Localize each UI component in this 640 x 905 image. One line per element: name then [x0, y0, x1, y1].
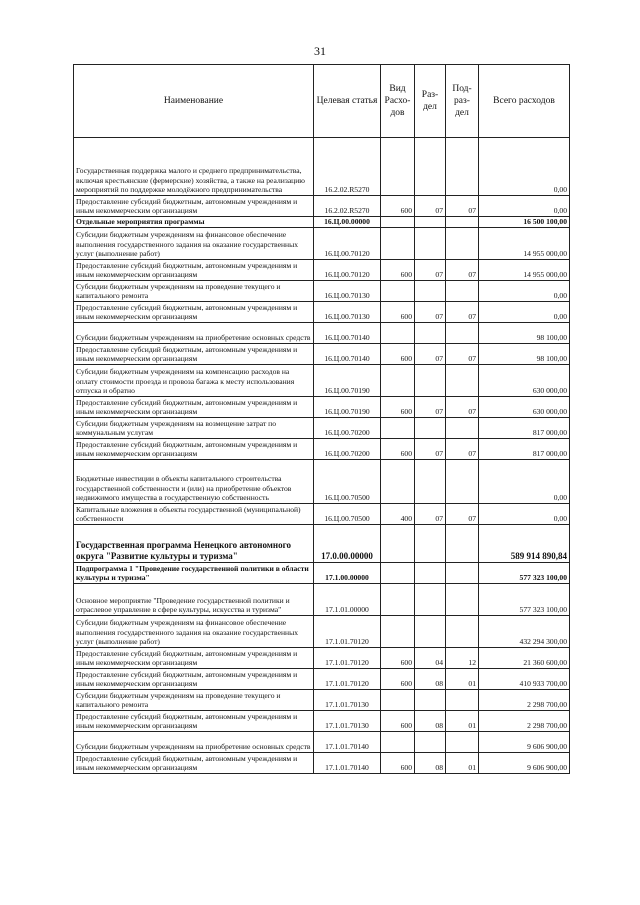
row-total-cell: 2 298 700,00 — [479, 711, 570, 732]
row-name-cell: Субсидии бюджетным учреждениям на финансовое обеспечение выполнения государственного задания на оказание государственных услуг (выполнение работ) — [74, 228, 314, 260]
table-row — [74, 323, 570, 344]
row-vid-cell — [381, 584, 415, 616]
row-total-cell: 0,00 — [479, 138, 570, 196]
row-podrazdel-cell: 07 — [446, 397, 479, 418]
row-code-cell: 17.1.01.00000 — [314, 584, 381, 616]
row-total-cell: 2 298 700,00 — [479, 690, 570, 711]
table-row — [74, 439, 570, 460]
row-code-cell: 17.1.01.70140 — [314, 753, 381, 774]
row-podrazdel-cell: 07 — [446, 504, 479, 525]
table-row — [74, 344, 570, 365]
row-razdel-cell: 07 — [415, 439, 446, 460]
row-total-cell: 817 000,00 — [479, 439, 570, 460]
row-vid-cell: 600 — [381, 648, 415, 669]
row-name-cell: Предоставление субсидий бюджетным, автономным учреждениям и иным некоммерческим организациям — [74, 753, 314, 774]
row-name-cell: Предоставление субсидий бюджетным, автономным учреждениям и иным некоммерческим организациям — [74, 302, 314, 323]
row-razdel-cell — [415, 584, 446, 616]
table-row — [74, 732, 570, 753]
row-total-cell: 98 100,00 — [479, 323, 570, 344]
row-total-cell: 14 955 000,00 — [479, 228, 570, 260]
table-row — [74, 525, 570, 563]
row-razdel-cell — [415, 563, 446, 584]
row-podrazdel-cell: 01 — [446, 711, 479, 732]
row-code-cell: 16.2.02.R5270 — [314, 138, 381, 196]
row-code-cell: 16.Ц.00.70200 — [314, 418, 381, 439]
row-total-cell: 21 360 600,00 — [479, 648, 570, 669]
table-row — [74, 281, 570, 302]
table-row — [74, 302, 570, 323]
row-vid-cell — [381, 732, 415, 753]
row-code-cell: 17.0.00.00000 — [314, 525, 381, 563]
row-code-cell: 17.1.01.70120 — [314, 669, 381, 690]
row-podrazdel-cell — [446, 323, 479, 344]
row-name-cell: Субсидии бюджетным учреждениям на проведение текущего и капитального ремонта — [74, 690, 314, 711]
row-podrazdel-cell: 07 — [446, 260, 479, 281]
row-name-cell: Государственная программа Ненецкого автономного округа "Развитие культуры и туризма" — [74, 525, 314, 563]
row-name-cell: Бюджетные инвестиции в объекты капитального строительства государственной собственности и (или) на приобретение объектов недвижимого имущества в государственную собственность — [74, 460, 314, 504]
row-razdel-cell — [415, 138, 446, 196]
row-code-cell: 17.1.01.70120 — [314, 648, 381, 669]
budget-table — [73, 64, 570, 774]
row-razdel-cell — [415, 365, 446, 397]
row-name-cell: Субсидии бюджетным учреждениям на компенсацию расходов на оплату стоимости проезда и провоза багажа к месту использования отпуска и обратно — [74, 365, 314, 397]
row-podrazdel-cell: 01 — [446, 669, 479, 690]
table-row — [74, 138, 570, 196]
row-total-cell: 9 606 900,00 — [479, 753, 570, 774]
row-name-cell: Основное мероприятие "Проведение государственной политики и отраслевое управление в сфере культуры, искусства и туризма" — [74, 584, 314, 616]
row-razdel-cell: 07 — [415, 344, 446, 365]
row-vid-cell — [381, 138, 415, 196]
row-vid-cell — [381, 228, 415, 260]
header-name: Наименование — [74, 65, 314, 138]
row-code-cell: 16.Ц.00.70190 — [314, 397, 381, 418]
row-vid-cell: 600 — [381, 302, 415, 323]
row-podrazdel-cell: 07 — [446, 302, 479, 323]
row-razdel-cell: 07 — [415, 260, 446, 281]
row-total-cell: 630 000,00 — [479, 397, 570, 418]
row-vid-cell: 600 — [381, 439, 415, 460]
row-code-cell: 16.Ц.00.70500 — [314, 460, 381, 504]
row-razdel-cell: 08 — [415, 753, 446, 774]
header-code: Целевая статья — [314, 65, 381, 138]
row-vid-cell — [381, 563, 415, 584]
row-vid-cell — [381, 616, 415, 648]
row-razdel-cell — [415, 732, 446, 753]
row-total-cell: 577 323 100,00 — [479, 563, 570, 584]
row-vid-cell: 600 — [381, 669, 415, 690]
table-row — [74, 690, 570, 711]
row-name-cell: Предоставление субсидий бюджетным, автономным учреждениям и иным некоммерческим организациям — [74, 344, 314, 365]
row-code-cell: 16.Ц.00.70200 — [314, 439, 381, 460]
header-razdel: Раз-дел — [415, 65, 446, 138]
table-header — [74, 65, 570, 138]
row-podrazdel-cell — [446, 460, 479, 504]
row-podrazdel-cell: 07 — [446, 439, 479, 460]
row-vid-cell: 400 — [381, 504, 415, 525]
row-code-cell: 17.1.01.70130 — [314, 690, 381, 711]
row-name-cell: Субсидии бюджетным учреждениям на финансовое обеспечение выполнения государственного задания на оказание государственных услуг (выполнение работ) — [74, 616, 314, 648]
row-name-cell: Предоставление субсидий бюджетным, автономным учреждениям и иным некоммерческим организациям — [74, 648, 314, 669]
row-razdel-cell: 07 — [415, 196, 446, 217]
row-name-cell: Субсидии бюджетным учреждениям на проведение текущего и капитального ремонта — [74, 281, 314, 302]
row-razdel-cell — [415, 228, 446, 260]
row-total-cell: 630 000,00 — [479, 365, 570, 397]
row-razdel-cell — [415, 690, 446, 711]
row-total-cell: 98 100,00 — [479, 344, 570, 365]
row-vid-cell — [381, 418, 415, 439]
row-razdel-cell: 04 — [415, 648, 446, 669]
row-podrazdel-cell — [446, 563, 479, 584]
table-row — [74, 753, 570, 774]
table-row — [74, 365, 570, 397]
row-code-cell: 16.Ц.00.00000 — [314, 217, 381, 228]
table-row — [74, 711, 570, 732]
row-podrazdel-cell: 07 — [446, 196, 479, 217]
row-name-cell: Субсидии бюджетным учреждениям на возмещение затрат по коммунальным услугам — [74, 418, 314, 439]
row-code-cell: 16.Ц.00.70140 — [314, 323, 381, 344]
row-vid-cell — [381, 460, 415, 504]
row-podrazdel-cell: 07 — [446, 344, 479, 365]
row-total-cell: 0,00 — [479, 302, 570, 323]
row-vid-cell — [381, 217, 415, 228]
page-number: 31 — [314, 44, 326, 58]
row-total-cell: 817 000,00 — [479, 418, 570, 439]
table-row — [74, 418, 570, 439]
row-code-cell: 16.Ц.00.70120 — [314, 260, 381, 281]
table-row — [74, 260, 570, 281]
row-total-cell: 16 500 100,00 — [479, 217, 570, 228]
row-podrazdel-cell — [446, 732, 479, 753]
row-name-cell: Отдельные мероприятия программы — [74, 217, 314, 228]
row-total-cell: 0,00 — [479, 460, 570, 504]
row-name-cell: Субсидии бюджетным учреждениям на приобретение основных средств — [74, 732, 314, 753]
row-vid-cell — [381, 690, 415, 711]
row-podrazdel-cell — [446, 365, 479, 397]
row-code-cell: 17.1.00.00000 — [314, 563, 381, 584]
row-name-cell: Предоставление субсидий бюджетным, автономным учреждениям и иным некоммерческим организациям — [74, 260, 314, 281]
table-row — [74, 228, 570, 260]
row-razdel-cell — [415, 525, 446, 563]
row-podrazdel-cell — [446, 690, 479, 711]
row-vid-cell: 600 — [381, 260, 415, 281]
table-row — [74, 196, 570, 217]
row-vid-cell — [381, 365, 415, 397]
table-row — [74, 648, 570, 669]
table-row — [74, 217, 570, 228]
row-code-cell: 16.Ц.00.70130 — [314, 281, 381, 302]
table-row — [74, 504, 570, 525]
row-name-cell: Государственная поддержка малого и среднего предпринимательства, включая крестьянские (фермерские) хозяйства, а также на реализацию мероприятий по поддержке молодёжного предпринимательства — [74, 138, 314, 196]
row-name-cell: Капитальные вложения в объекты государственной (муниципальной) собственности — [74, 504, 314, 525]
row-razdel-cell: 07 — [415, 397, 446, 418]
header-podrazdel: Под-раз-дел — [446, 65, 479, 138]
row-total-cell: 577 323 100,00 — [479, 584, 570, 616]
row-podrazdel-cell — [446, 616, 479, 648]
row-name-cell: Предоставление субсидий бюджетным, автономным учреждениям и иным некоммерческим организациям — [74, 669, 314, 690]
row-code-cell: 16.Ц.00.70140 — [314, 344, 381, 365]
row-code-cell: 16.Ц.00.70120 — [314, 228, 381, 260]
row-name-cell: Подпрограмма 1 "Проведение государственной политики в области культуры и туризма" — [74, 563, 314, 584]
row-total-cell: 9 606 900,00 — [479, 732, 570, 753]
row-podrazdel-cell: 01 — [446, 753, 479, 774]
row-razdel-cell: 08 — [415, 669, 446, 690]
row-code-cell: 17.1.01.70120 — [314, 616, 381, 648]
table-row — [74, 397, 570, 418]
row-podrazdel-cell — [446, 138, 479, 196]
row-code-cell: 16.Ц.00.70500 — [314, 504, 381, 525]
row-vid-cell — [381, 323, 415, 344]
row-total-cell: 589 914 890,84 — [479, 525, 570, 563]
row-total-cell: 0,00 — [479, 504, 570, 525]
row-podrazdel-cell — [446, 418, 479, 439]
row-code-cell: 16.2.02.R5270 — [314, 196, 381, 217]
row-name-cell: Субсидии бюджетным учреждениям на приобретение основных средств — [74, 323, 314, 344]
row-code-cell: 17.1.01.70140 — [314, 732, 381, 753]
table-row — [74, 563, 570, 584]
row-podrazdel-cell — [446, 217, 479, 228]
table-row — [74, 616, 570, 648]
row-razdel-cell: 07 — [415, 302, 446, 323]
row-name-cell: Предоставление субсидий бюджетным, автономным учреждениям и иным некоммерческим организациям — [74, 196, 314, 217]
row-podrazdel-cell — [446, 228, 479, 260]
row-razdel-cell — [415, 460, 446, 504]
row-name-cell: Предоставление субсидий бюджетным, автономным учреждениям и иным некоммерческим организациям — [74, 711, 314, 732]
row-code-cell: 16.Ц.00.70190 — [314, 365, 381, 397]
row-total-cell: 432 294 300,00 — [479, 616, 570, 648]
row-razdel-cell — [415, 281, 446, 302]
row-name-cell: Предоставление субсидий бюджетным, автономным учреждениям и иным некоммерческим организациям — [74, 397, 314, 418]
row-name-cell: Предоставление субсидий бюджетным, автономным учреждениям и иным некоммерческим организациям — [74, 439, 314, 460]
header-vid: Вид Расхо-дов — [381, 65, 415, 138]
row-vid-cell: 600 — [381, 397, 415, 418]
row-razdel-cell — [415, 616, 446, 648]
table-row — [74, 460, 570, 504]
row-vid-cell — [381, 525, 415, 563]
row-podrazdel-cell — [446, 281, 479, 302]
row-code-cell: 16.Ц.00.70130 — [314, 302, 381, 323]
table-row — [74, 584, 570, 616]
row-razdel-cell — [415, 323, 446, 344]
row-vid-cell: 600 — [381, 196, 415, 217]
row-razdel-cell — [415, 418, 446, 439]
table-body — [74, 138, 570, 774]
row-podrazdel-cell: 12 — [446, 648, 479, 669]
row-podrazdel-cell — [446, 525, 479, 563]
row-razdel-cell: 08 — [415, 711, 446, 732]
row-vid-cell: 600 — [381, 711, 415, 732]
header-total: Всего расходов — [479, 65, 570, 138]
row-vid-cell: 600 — [381, 344, 415, 365]
row-podrazdel-cell — [446, 584, 479, 616]
row-total-cell: 0,00 — [479, 281, 570, 302]
row-total-cell: 0,00 — [479, 196, 570, 217]
row-vid-cell — [381, 281, 415, 302]
table-row — [74, 669, 570, 690]
row-code-cell: 17.1.01.70130 — [314, 711, 381, 732]
row-total-cell: 410 933 700,00 — [479, 669, 570, 690]
row-vid-cell: 600 — [381, 753, 415, 774]
row-razdel-cell — [415, 217, 446, 228]
row-razdel-cell: 07 — [415, 504, 446, 525]
row-total-cell: 14 955 000,00 — [479, 260, 570, 281]
